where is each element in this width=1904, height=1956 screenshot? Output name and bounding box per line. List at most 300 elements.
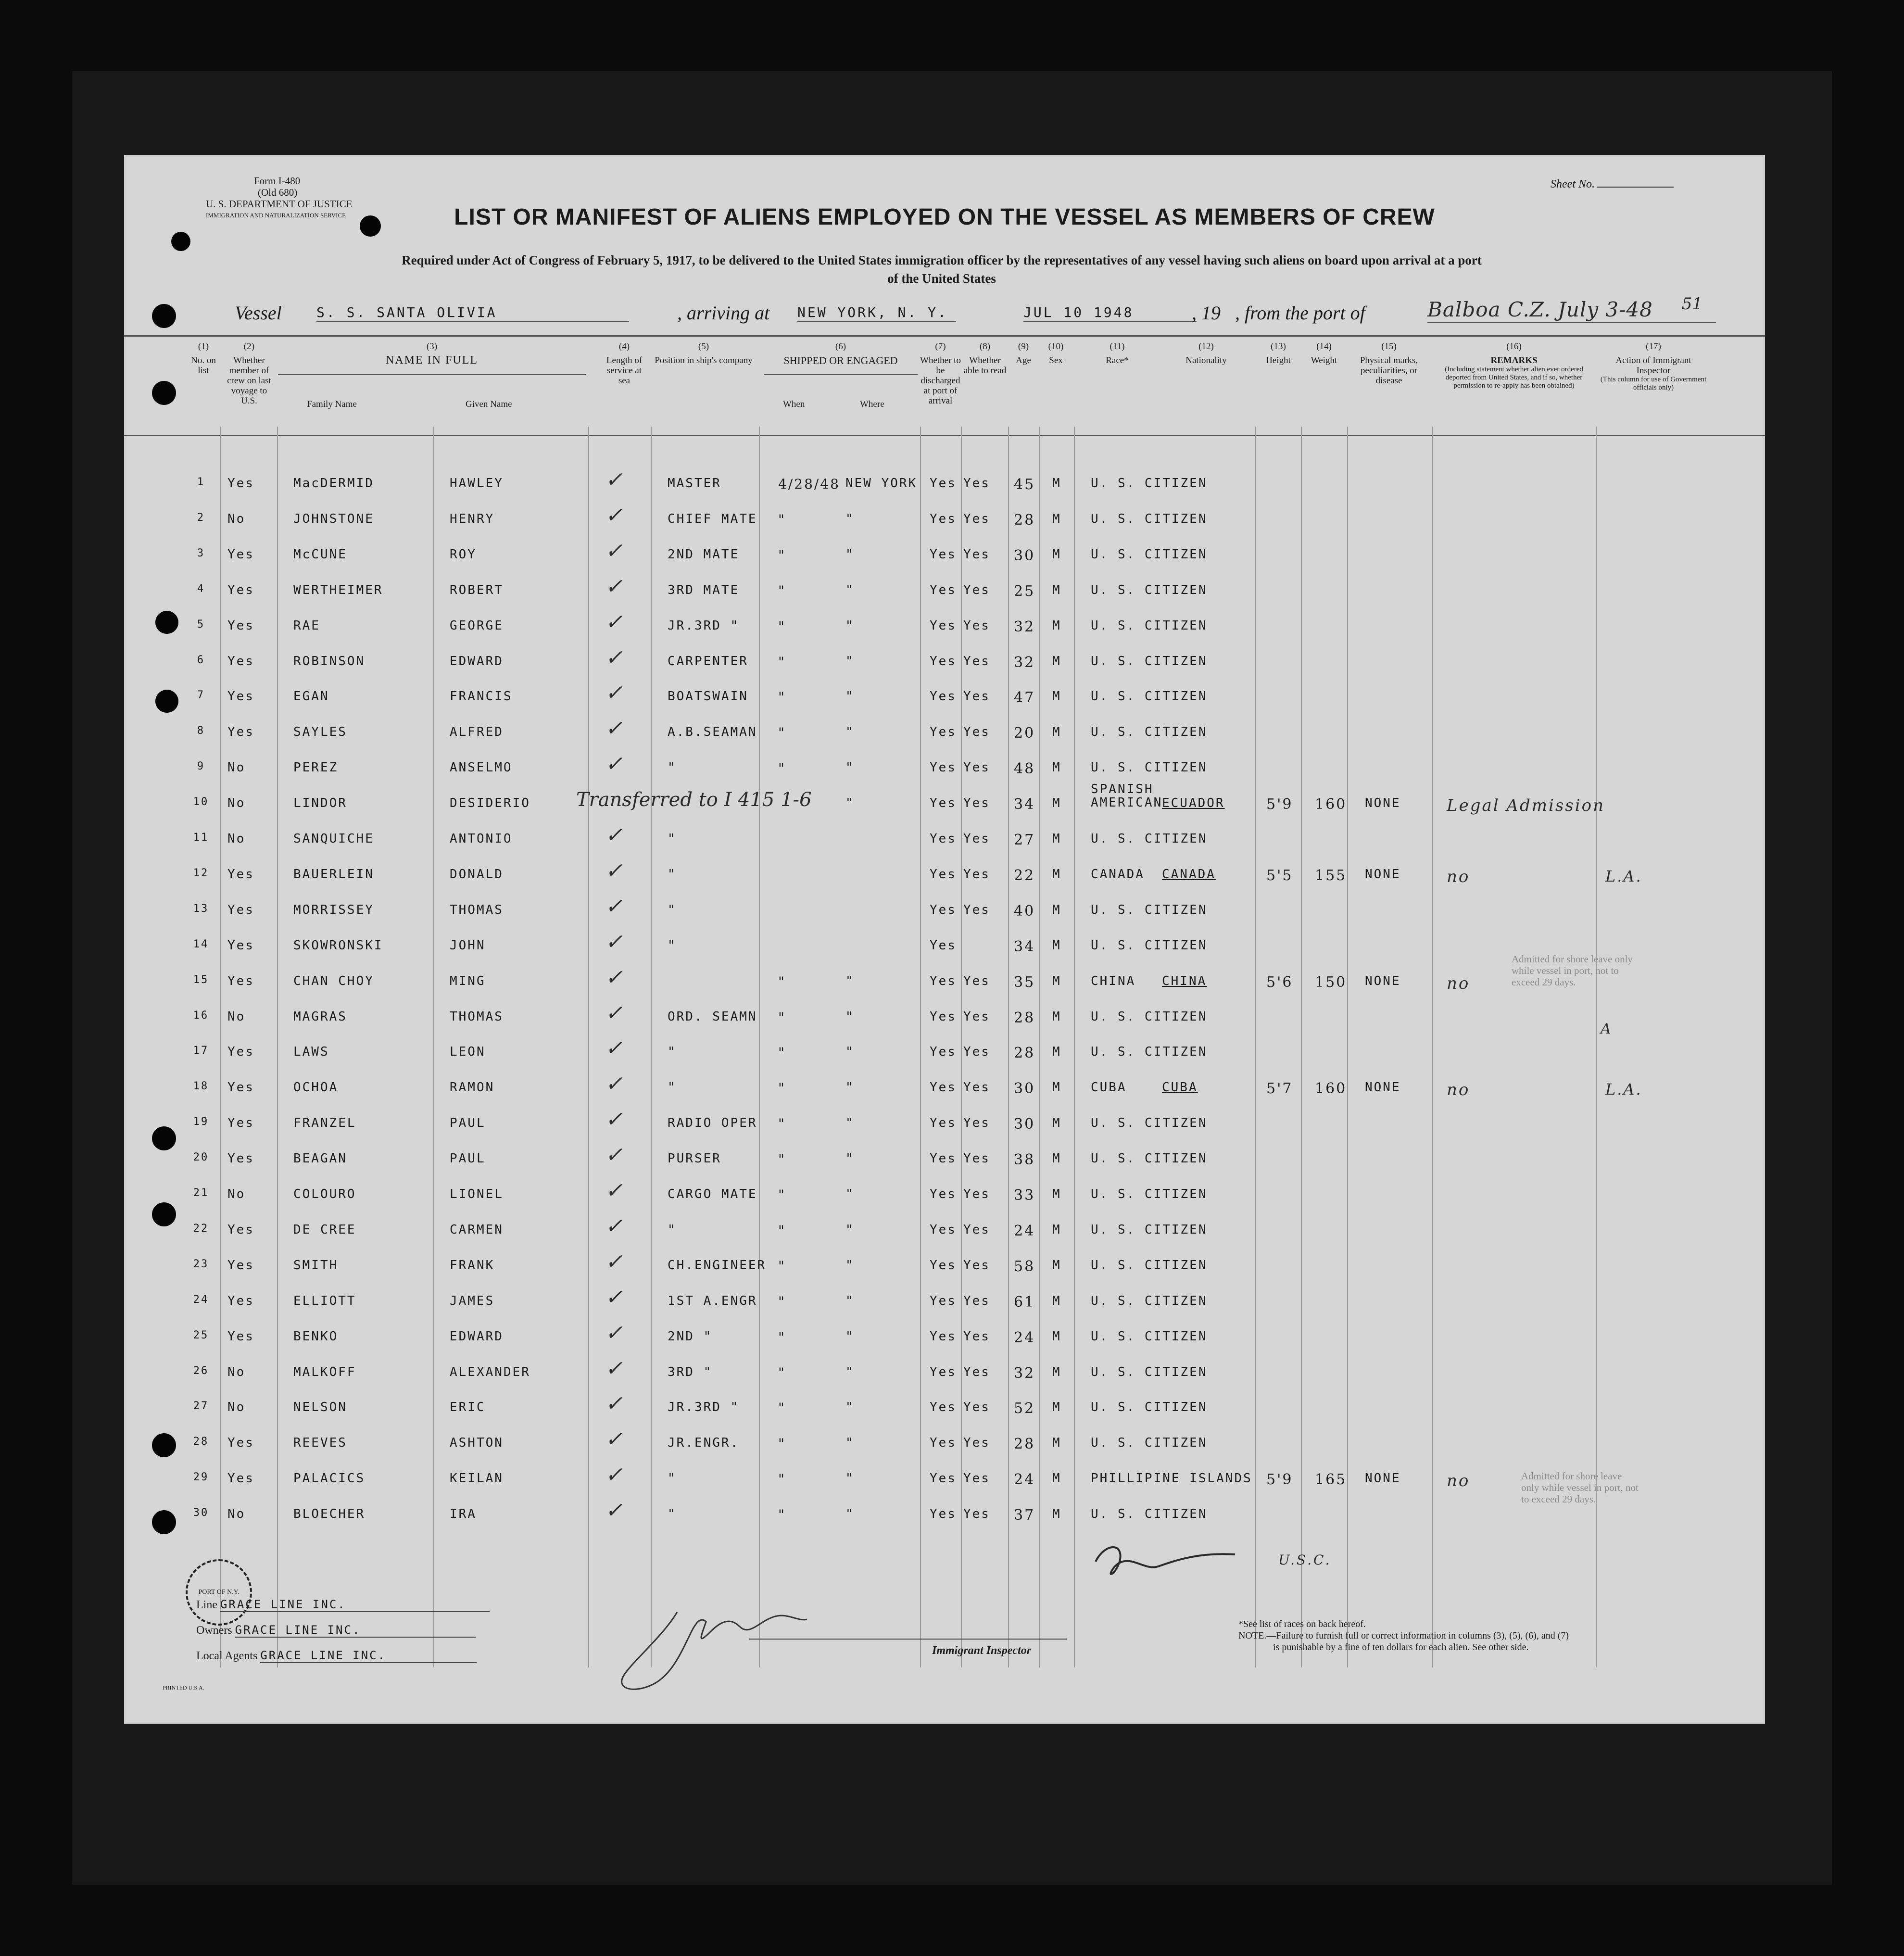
position-cell: ORD. SEAMN	[668, 1010, 757, 1024]
table-row	[124, 716, 1765, 758]
family-name-cell: ROBINSON	[293, 654, 366, 669]
last-voyage-cell: No	[227, 1400, 246, 1414]
able-to-read-cell: Yes	[963, 832, 990, 846]
position-cell: 2ND MATE	[668, 547, 740, 562]
family-name-cell: SMITH	[293, 1258, 339, 1273]
row-number: 21	[193, 1187, 209, 1199]
shipped-when-cell: "	[778, 1258, 786, 1274]
service-check-mark: ✓	[605, 1036, 624, 1060]
col-header-sex: (10) Sex	[1048, 341, 1064, 366]
able-to-read-cell: Yes	[963, 1187, 990, 1201]
shipped-when-cell: "	[778, 654, 786, 670]
row-number: 9	[197, 760, 205, 772]
given-name-cell: FRANCIS	[450, 689, 513, 704]
arriving-label: , arriving at	[677, 302, 770, 324]
family-name-cell: SKOWRONSKI	[293, 938, 383, 953]
vessel-label: Vessel	[235, 302, 282, 324]
agents-value: GRACE LINE INC.	[260, 1649, 477, 1663]
voyage-details	[235, 298, 1726, 330]
official-initials	[1086, 1533, 1249, 1586]
shipped-when-cell: "	[778, 1187, 786, 1203]
position-cell: RADIO OPER	[668, 1116, 757, 1130]
last-voyage-cell: Yes	[227, 1151, 254, 1166]
given-name-cell: PAUL	[450, 1151, 486, 1166]
able-to-read-cell: Yes	[963, 1436, 990, 1450]
position-cell: JR.ENGR.	[668, 1436, 740, 1450]
row-number: 27	[193, 1400, 209, 1412]
col-header-age: (9) Age	[1016, 341, 1031, 366]
race-cell: U. S. CITIZEN	[1091, 938, 1208, 953]
age-cell: 28	[1014, 1010, 1035, 1026]
height-cell: 5'6	[1266, 974, 1293, 991]
given-name-cell: MING	[450, 974, 486, 988]
age-cell: 45	[1014, 476, 1035, 493]
shipped-when-cell: "	[778, 1329, 786, 1345]
shipped-where-cell: "	[845, 1365, 855, 1379]
age-cell: 28	[1014, 1045, 1035, 1061]
age-cell: 34	[1014, 938, 1035, 955]
table-row	[124, 1001, 1765, 1043]
family-name-cell: BLOECHER	[293, 1507, 366, 1521]
service-check-mark: ✓	[605, 1463, 624, 1487]
given-name-cell: EDWARD	[450, 1329, 504, 1344]
last-voyage-cell: No	[227, 1010, 246, 1024]
inspector-signature	[605, 1593, 855, 1704]
given-name-cell: JAMES	[450, 1294, 495, 1308]
position-cell: "	[668, 832, 677, 846]
shipped-where-cell: "	[845, 974, 855, 988]
line-field	[196, 1598, 490, 1612]
col-header-position: (5) Position in ship's company	[655, 341, 753, 366]
remarks-cell: Legal Admission	[1447, 796, 1605, 815]
race-cell: U. S. CITIZEN	[1091, 1400, 1208, 1414]
family-name-cell: MAGRAS	[293, 1010, 347, 1024]
last-voyage-cell: Yes	[227, 476, 254, 491]
able-to-read-cell: Yes	[963, 476, 990, 491]
row-number: 8	[197, 725, 205, 737]
row-number: 19	[193, 1116, 209, 1128]
shipped-when-cell: "	[778, 1116, 786, 1132]
shipped-where-cell: "	[845, 654, 855, 669]
table-row	[124, 894, 1765, 936]
row-number: 28	[193, 1436, 209, 1448]
race-cell: U. S. CITIZEN	[1091, 1223, 1208, 1237]
sex-cell: M	[1052, 689, 1061, 704]
family-name-cell: COLOURO	[293, 1187, 356, 1201]
footnote-fine-cont: is punishable by a fine of ten dollars for each alien. See other side.	[1273, 1642, 1529, 1653]
sex-cell: M	[1052, 938, 1061, 953]
table-row	[124, 1285, 1765, 1327]
discharged-cell: Yes	[930, 689, 957, 704]
service-check-mark: ✓	[605, 1498, 624, 1523]
height-cell: 5'9	[1266, 796, 1293, 813]
col-header-where: Where	[860, 399, 884, 409]
shipped-where-cell: NEW YORK	[845, 476, 918, 491]
sex-cell: M	[1052, 832, 1061, 846]
from-label: , from the port of	[1235, 302, 1365, 324]
given-name-cell: ALFRED	[450, 725, 504, 739]
race-cell: U. S. CITIZEN	[1091, 1294, 1208, 1308]
given-name-cell: DONALD	[450, 867, 504, 882]
position-cell: JR.3RD "	[668, 1400, 740, 1414]
last-voyage-cell: Yes	[227, 1223, 254, 1237]
able-to-read-cell: Yes	[963, 1471, 990, 1486]
race-cell: U. S. CITIZEN	[1091, 547, 1208, 562]
shipped-where-cell: "	[845, 1507, 855, 1521]
last-voyage-cell: Yes	[227, 547, 254, 562]
shipped-when-cell: "	[778, 1471, 786, 1487]
shipped-when-cell: "	[778, 760, 786, 776]
row-number: 30	[193, 1507, 209, 1519]
discharged-cell: Yes	[930, 1223, 957, 1237]
age-cell: 34	[1014, 796, 1035, 813]
agents-label: Local Agents	[196, 1650, 258, 1662]
given-name-cell: LIONEL	[450, 1187, 504, 1201]
shipped-when-cell: "	[778, 689, 786, 705]
race-cell: U. S. CITIZEN	[1091, 1507, 1208, 1521]
family-name-cell: WERTHEIMER	[293, 583, 383, 597]
discharged-cell: Yes	[930, 512, 957, 526]
able-to-read-cell: Yes	[963, 1507, 990, 1521]
sheet-label: Sheet No.	[1551, 178, 1595, 190]
position-cell: "	[668, 903, 677, 917]
shipped-when-cell: "	[778, 618, 786, 634]
table-row	[124, 1463, 1765, 1505]
shipped-when-cell: "	[778, 974, 786, 990]
port-stamp: PORT OF N.Y.	[186, 1559, 252, 1626]
shipped-where-cell: "	[845, 1471, 855, 1486]
given-name-cell: CARMEN	[450, 1223, 504, 1237]
shipped-when-cell: "	[778, 1507, 786, 1523]
discharged-cell: Yes	[930, 1507, 957, 1521]
last-voyage-cell: Yes	[227, 618, 254, 633]
nationality-cell: ECUADOR	[1162, 796, 1225, 810]
punch-hole	[171, 232, 190, 251]
row-number: 24	[193, 1294, 209, 1306]
race-cell: U. S. CITIZEN	[1091, 618, 1208, 633]
row-number: 26	[193, 1365, 209, 1377]
owners-label: Owners	[196, 1624, 232, 1637]
race-cell: U. S. CITIZEN	[1091, 476, 1208, 491]
last-voyage-cell: Yes	[227, 1045, 254, 1059]
last-voyage-cell: No	[227, 1365, 246, 1379]
able-to-read-cell: Yes	[963, 1116, 990, 1130]
col-header-read: (8) Whether able to read	[963, 341, 1007, 376]
service-check-mark: ✓	[605, 1356, 624, 1381]
discharged-cell: Yes	[930, 725, 957, 739]
able-to-read-cell: Yes	[963, 1151, 990, 1166]
admitted-note: Admitted for shore leave only while vessel in port, not to exceed 29 days.	[1521, 1470, 1639, 1505]
family-name-cell: NELSON	[293, 1400, 347, 1414]
given-name-cell: GEORGE	[450, 618, 504, 633]
age-cell: 22	[1014, 867, 1035, 884]
given-name-cell: ANTONIO	[450, 832, 513, 846]
shipped-where-cell: "	[845, 1329, 855, 1344]
service-check-mark: ✓	[605, 1178, 624, 1203]
family-name-cell: SANQUICHE	[293, 832, 374, 846]
row-number: 12	[193, 867, 209, 879]
sex-cell: M	[1052, 760, 1061, 775]
race-cell: U. S. CITIZEN	[1091, 1329, 1208, 1344]
service-check-mark: ✓	[605, 1321, 624, 1345]
sex-cell: M	[1052, 1010, 1061, 1024]
shipped-where-cell: "	[845, 1010, 855, 1024]
col-header-weight: (14) Weight	[1311, 341, 1337, 366]
service-check-mark: ✓	[605, 823, 624, 847]
sex-cell: M	[1052, 1187, 1061, 1201]
discharged-cell: Yes	[930, 1400, 957, 1414]
nationality-cell: CANADA	[1162, 867, 1216, 882]
shipped-where-cell: "	[845, 1294, 855, 1308]
position-cell: "	[668, 1045, 677, 1059]
position-cell: CARGO MATE	[668, 1187, 757, 1201]
shipped-where-cell: "	[845, 1116, 855, 1130]
able-to-read-cell: Yes	[963, 1258, 990, 1273]
race-cell: U. S. CITIZEN	[1091, 1436, 1208, 1450]
age-cell: 30	[1014, 1116, 1035, 1133]
col-header-when: When	[783, 399, 805, 409]
row-number: 16	[193, 1010, 209, 1022]
punch-hole	[152, 381, 176, 405]
shipped-when-cell: "	[778, 1294, 786, 1310]
able-to-read-cell: Yes	[963, 760, 990, 775]
service-check-mark: ✓	[605, 1214, 624, 1238]
service-check-mark: ✓	[605, 503, 624, 528]
position-cell: BOATSWAIN	[668, 689, 748, 704]
discharged-cell: Yes	[930, 974, 957, 988]
able-to-read-cell: Yes	[963, 689, 990, 704]
form-old-number: (Old 680)	[258, 187, 298, 198]
discharged-cell: Yes	[930, 1187, 957, 1201]
weight-cell: 150	[1315, 974, 1347, 991]
col-header-last-voyage: (2) Whether member of crew on last voyage to U.S.	[227, 341, 271, 406]
row-number: 15	[193, 974, 209, 986]
nationality-cell: CUBA	[1162, 1080, 1198, 1095]
last-voyage-cell: Yes	[227, 1258, 254, 1273]
sex-cell: M	[1052, 1116, 1061, 1130]
service-check-mark: ✓	[605, 1285, 624, 1310]
able-to-read-cell: Yes	[963, 974, 990, 988]
sex-cell: M	[1052, 903, 1061, 917]
given-name-cell: ASHTON	[450, 1436, 504, 1450]
service-check-mark: ✓	[605, 965, 624, 990]
sex-cell: M	[1052, 654, 1061, 669]
shipped-where-cell: "	[845, 1045, 855, 1059]
given-name-cell: ALEXANDER	[450, 1365, 530, 1379]
col-header-shipped: (6) SHIPPED OR ENGAGED When Where	[764, 341, 918, 438]
age-cell: 32	[1014, 1365, 1035, 1382]
shipped-where-cell: "	[845, 1400, 855, 1414]
given-name-cell: RAMON	[450, 1080, 495, 1095]
line-label: Line	[196, 1599, 217, 1611]
family-name-cell: EGAN	[293, 689, 329, 704]
uscg-note: U.S.C.	[1278, 1552, 1332, 1568]
last-voyage-cell: No	[227, 1507, 246, 1521]
col-header-length: (4) Length of service at sea	[606, 341, 643, 386]
row-number: 6	[197, 654, 205, 666]
able-to-read-cell: Yes	[963, 654, 990, 669]
weight-cell: 160	[1315, 1080, 1347, 1097]
col-header-name: (3) NAME IN FULL Family Name Given Name	[278, 341, 586, 438]
race-cell: U. S. CITIZEN	[1091, 1045, 1208, 1059]
inspector-action-cell: L.A.	[1605, 867, 1642, 885]
race-cell: CHINA	[1091, 974, 1136, 988]
shipped-where-cell: "	[845, 1080, 855, 1095]
table-row	[124, 823, 1765, 865]
age-cell: 32	[1014, 618, 1035, 635]
service-check-mark: ✓	[605, 1427, 624, 1451]
service-check-mark: ✓	[605, 1072, 624, 1096]
table-row	[124, 1107, 1765, 1149]
nationality-cell: CHINA	[1162, 974, 1207, 988]
able-to-read-cell: Yes	[963, 618, 990, 633]
family-name-cell: BENKO	[293, 1329, 339, 1344]
footnote-races: *See list of races on back hereof.	[1238, 1619, 1366, 1629]
table-row	[124, 858, 1765, 901]
shipped-when-cell: "	[778, 1010, 786, 1025]
sex-cell: M	[1052, 476, 1061, 491]
shipped-where-cell: "	[845, 1187, 855, 1201]
last-voyage-cell: No	[227, 512, 246, 526]
row-number: 29	[193, 1471, 209, 1483]
given-name-cell: LEON	[450, 1045, 486, 1059]
age-cell: 52	[1014, 1400, 1035, 1417]
table-row	[124, 1143, 1765, 1185]
sex-cell: M	[1052, 1436, 1061, 1450]
col-header-physical: (15) Physical marks, peculiarities, or disease	[1360, 341, 1418, 386]
sex-cell: M	[1052, 1471, 1061, 1486]
row-number: 4	[197, 583, 205, 595]
position-cell: "	[668, 760, 677, 775]
position-cell: JR.3RD "	[668, 618, 740, 633]
age-cell: 25	[1014, 583, 1035, 600]
footnote	[1238, 1618, 1569, 1653]
sex-cell: M	[1052, 1151, 1061, 1166]
family-name-cell: REEVES	[293, 1436, 347, 1450]
sex-cell: M	[1052, 1080, 1061, 1095]
sex-cell: M	[1052, 512, 1061, 526]
able-to-read-cell: Yes	[963, 1010, 990, 1024]
weight-cell: 160	[1315, 796, 1347, 813]
discharged-cell: Yes	[930, 760, 957, 775]
weight-cell: 155	[1315, 867, 1347, 884]
service-check-mark: ✓	[605, 752, 624, 776]
last-voyage-cell: Yes	[227, 1471, 254, 1486]
height-cell: 5'9	[1266, 1471, 1293, 1488]
last-voyage-cell: No	[227, 760, 246, 775]
row-number: 25	[193, 1329, 209, 1341]
position-cell: CHIEF MATE	[668, 512, 757, 526]
position-cell: MASTER	[668, 476, 721, 491]
agents-field	[196, 1649, 477, 1663]
subtitle-line-2: of the United States	[887, 271, 996, 286]
discharged-cell: Yes	[930, 476, 957, 491]
table-row	[124, 1178, 1765, 1221]
race-cell: PHILLIPINE ISLANDS	[1091, 1471, 1252, 1486]
physical-marks-cell: NONE	[1365, 796, 1401, 810]
last-voyage-cell: Yes	[227, 938, 254, 953]
physical-marks-cell: NONE	[1365, 1080, 1401, 1095]
col-header-family: Family Name	[307, 399, 357, 409]
form-number: Form I-480	[254, 175, 301, 187]
able-to-read-cell: Yes	[963, 1365, 990, 1379]
family-name-cell: ELLIOTT	[293, 1294, 356, 1308]
sex-cell: M	[1052, 796, 1061, 810]
able-to-read-cell: Yes	[963, 547, 990, 562]
page-subtitle	[220, 251, 1663, 288]
table-row	[124, 1427, 1765, 1469]
shipped-where-cell: "	[845, 725, 855, 739]
sex-cell: M	[1052, 547, 1061, 562]
col-header-discharged: (7) Whether to be discharged at port of arrival	[920, 341, 961, 406]
race-cell: U. S. CITIZEN	[1091, 1116, 1208, 1130]
position-cell: 2ND "	[668, 1329, 713, 1344]
race-cell: U. S. CITIZEN	[1091, 1010, 1208, 1024]
age-cell: 40	[1014, 903, 1035, 920]
discharged-cell: Yes	[930, 1471, 957, 1486]
table-row	[124, 681, 1765, 723]
race-cell: U. S. CITIZEN	[1091, 512, 1208, 526]
able-to-read-cell: Yes	[963, 1080, 990, 1095]
last-voyage-cell: Yes	[227, 1080, 254, 1095]
manifest-sheet	[124, 155, 1765, 1724]
discharged-cell: Yes	[930, 654, 957, 669]
last-voyage-cell: Yes	[227, 1294, 254, 1308]
row-number: 14	[193, 938, 209, 950]
race-cell: SPANISH AMERICAN	[1091, 782, 1163, 810]
race-cell: U. S. CITIZEN	[1091, 1258, 1208, 1273]
discharged-cell: Yes	[930, 1329, 957, 1344]
table-row	[124, 782, 1765, 830]
age-cell: 48	[1014, 760, 1035, 777]
service-check-mark: ✓	[605, 1249, 624, 1274]
race-cell: U. S. CITIZEN	[1091, 1187, 1208, 1201]
given-name-cell: ANSELMO	[450, 760, 513, 775]
age-cell: 24	[1014, 1223, 1035, 1239]
position-cell: "	[668, 867, 677, 882]
race-cell: U. S. CITIZEN	[1091, 832, 1208, 846]
discharged-cell: Yes	[930, 1151, 957, 1166]
age-cell: 30	[1014, 547, 1035, 564]
discharged-cell: Yes	[930, 583, 957, 597]
line-value: GRACE LINE INC.	[220, 1598, 490, 1612]
position-cell: "	[668, 1471, 677, 1486]
age-cell: 37	[1014, 1507, 1035, 1524]
given-name-cell: HENRY	[450, 512, 495, 526]
row-number: 3	[197, 547, 205, 559]
sex-cell: M	[1052, 1365, 1061, 1379]
row-number: 20	[193, 1151, 209, 1163]
shipped-when-cell: "	[778, 1080, 786, 1096]
able-to-read-cell: Yes	[963, 1045, 990, 1059]
family-name-cell: PALACICS	[293, 1471, 366, 1486]
age-cell: 28	[1014, 512, 1035, 529]
position-cell: PURSER	[668, 1151, 721, 1166]
printed-mark: PRINTED U.S.A.	[163, 1684, 204, 1691]
discharged-cell: Yes	[930, 1080, 957, 1095]
owners-value: GRACE LINE INC.	[235, 1623, 476, 1638]
age-cell: 61	[1014, 1294, 1035, 1311]
race-cell: U. S. CITIZEN	[1091, 1365, 1208, 1379]
race-cell: U. S. CITIZEN	[1091, 903, 1208, 917]
footnote-fine: NOTE.—Failure to furnish full or correct information in columns (3), (5), (6), and (7)	[1238, 1630, 1569, 1641]
race-cell: CANADA	[1091, 867, 1145, 882]
row-number: 13	[193, 903, 209, 915]
departure-port: Balboa C.Z. July 3-48	[1427, 298, 1716, 323]
shipped-where-cell: "	[845, 796, 855, 810]
discharged-cell: Yes	[930, 547, 957, 562]
position-cell: "	[668, 1080, 677, 1095]
